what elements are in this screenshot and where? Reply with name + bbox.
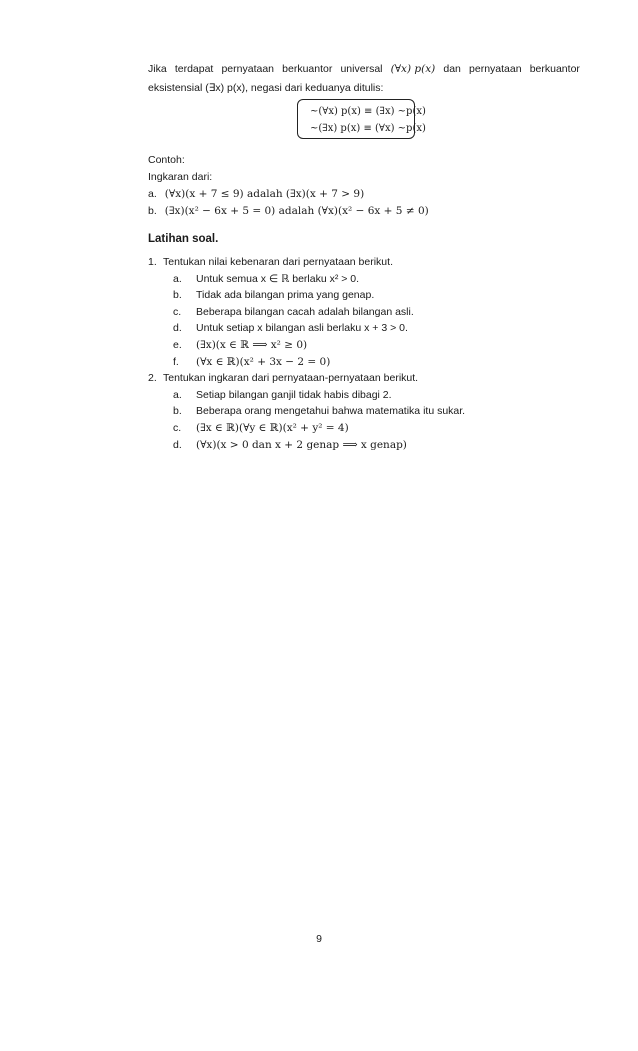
question-item xyxy=(148,304,465,321)
question-item xyxy=(148,320,465,337)
example-section xyxy=(148,152,429,220)
question-number: 2. xyxy=(148,372,157,385)
item-letter: c. xyxy=(173,421,182,434)
intro-word: terdapat xyxy=(174,63,214,75)
formula-line-2: ~(∃x) p(x) ≡ (∀x) ~p(x) xyxy=(310,123,426,134)
formula-line-1: ~(∀x) p(x) ≡ (∃x) ~p(x) xyxy=(310,106,426,117)
intro-line-1 xyxy=(148,60,580,79)
intro-word: berkuantor xyxy=(529,63,580,75)
negation-formula-box xyxy=(297,99,426,139)
intro-word: pernyataan xyxy=(221,63,275,75)
item-text: (∃x)(x ∈ ℝ ⟹ x² ≥ 0) xyxy=(196,338,308,351)
question-text: Tentukan ingkaran dari pernyataan-pernyataan berikut. xyxy=(163,372,419,385)
item-letter: a. xyxy=(173,388,182,401)
item-letter: e. xyxy=(173,338,182,351)
question-item xyxy=(148,354,465,371)
intro-paragraph xyxy=(148,60,580,98)
example-text: (∃x)(x² − 6x + 5 = 0) adalah (∀x)(x² − 6x + 5 ≠ 0) xyxy=(164,205,429,217)
item-letter: b. xyxy=(173,289,182,302)
question-item xyxy=(148,337,465,354)
item-text: (∀x)(x > 0 dan x + 2 genap ⟹ x genap) xyxy=(196,438,407,451)
item-text: Tidak ada bilangan prima yang genap. xyxy=(196,289,375,302)
item-text: Untuk setiap x bilangan asli berlaku x + 3 > 0. xyxy=(196,322,408,335)
item-letter: d. xyxy=(173,438,182,451)
question-text: Tentukan nilai kebenaran dari pernyataan berikut. xyxy=(163,256,393,268)
question-item xyxy=(148,437,465,454)
intro-math-forall: (∀x) p(x) xyxy=(390,63,436,75)
exercise-heading: Latihan soal. xyxy=(148,233,219,245)
item-text: Untuk semua x ∈ ℝ berlaku x² > 0. xyxy=(196,272,360,285)
question-item xyxy=(148,387,465,404)
item-text: Setiap bilangan ganjil tidak habis dibagi 2. xyxy=(196,388,392,401)
example-title: Contoh: xyxy=(148,154,185,166)
item-letter: c. xyxy=(173,305,182,318)
item-text: (∀x ∈ ℝ)(x² + 3x − 2 = 0) xyxy=(196,355,331,368)
exercise-list xyxy=(148,254,465,453)
question xyxy=(148,370,465,387)
item-letter: b. xyxy=(173,405,182,418)
item-letter: d. xyxy=(173,322,182,335)
item-letter: a. xyxy=(173,272,182,285)
page-number: 9 xyxy=(316,933,322,945)
item-text: Beberapa bilangan cacah adalah bilangan asli. xyxy=(196,305,414,318)
question xyxy=(148,254,465,271)
example-text: (∀x)(x + 7 ≤ 9) adalah (∃x)(x + 7 > 9) xyxy=(164,188,365,200)
intro-word: berkuantor xyxy=(282,63,333,75)
intro-line-2: eksistensial (∃x) p(x), negasi dari keduanya ditulis: xyxy=(148,82,384,94)
question-item xyxy=(148,271,465,288)
intro-word: pernyataan xyxy=(469,63,522,75)
item-text: (∃x ∈ ℝ)(∀y ∈ ℝ)(x² + y² = 4) xyxy=(196,421,349,434)
question-item xyxy=(148,420,465,437)
question-item xyxy=(148,287,465,304)
example-item xyxy=(148,186,429,203)
question-item xyxy=(148,403,465,420)
example-letter: a. xyxy=(148,188,157,200)
intro-word: Jika xyxy=(148,63,167,75)
item-text: Beberapa orang mengetahui bahwa matematika itu sukar. xyxy=(196,405,466,418)
intro-word: dan xyxy=(443,63,461,75)
example-letter: b. xyxy=(148,205,157,217)
question-number: 1. xyxy=(148,256,157,268)
example-item xyxy=(148,203,429,220)
example-subtitle: Ingkaran dari: xyxy=(148,171,213,183)
intro-word: universal xyxy=(340,63,383,75)
item-letter: f. xyxy=(173,355,179,368)
